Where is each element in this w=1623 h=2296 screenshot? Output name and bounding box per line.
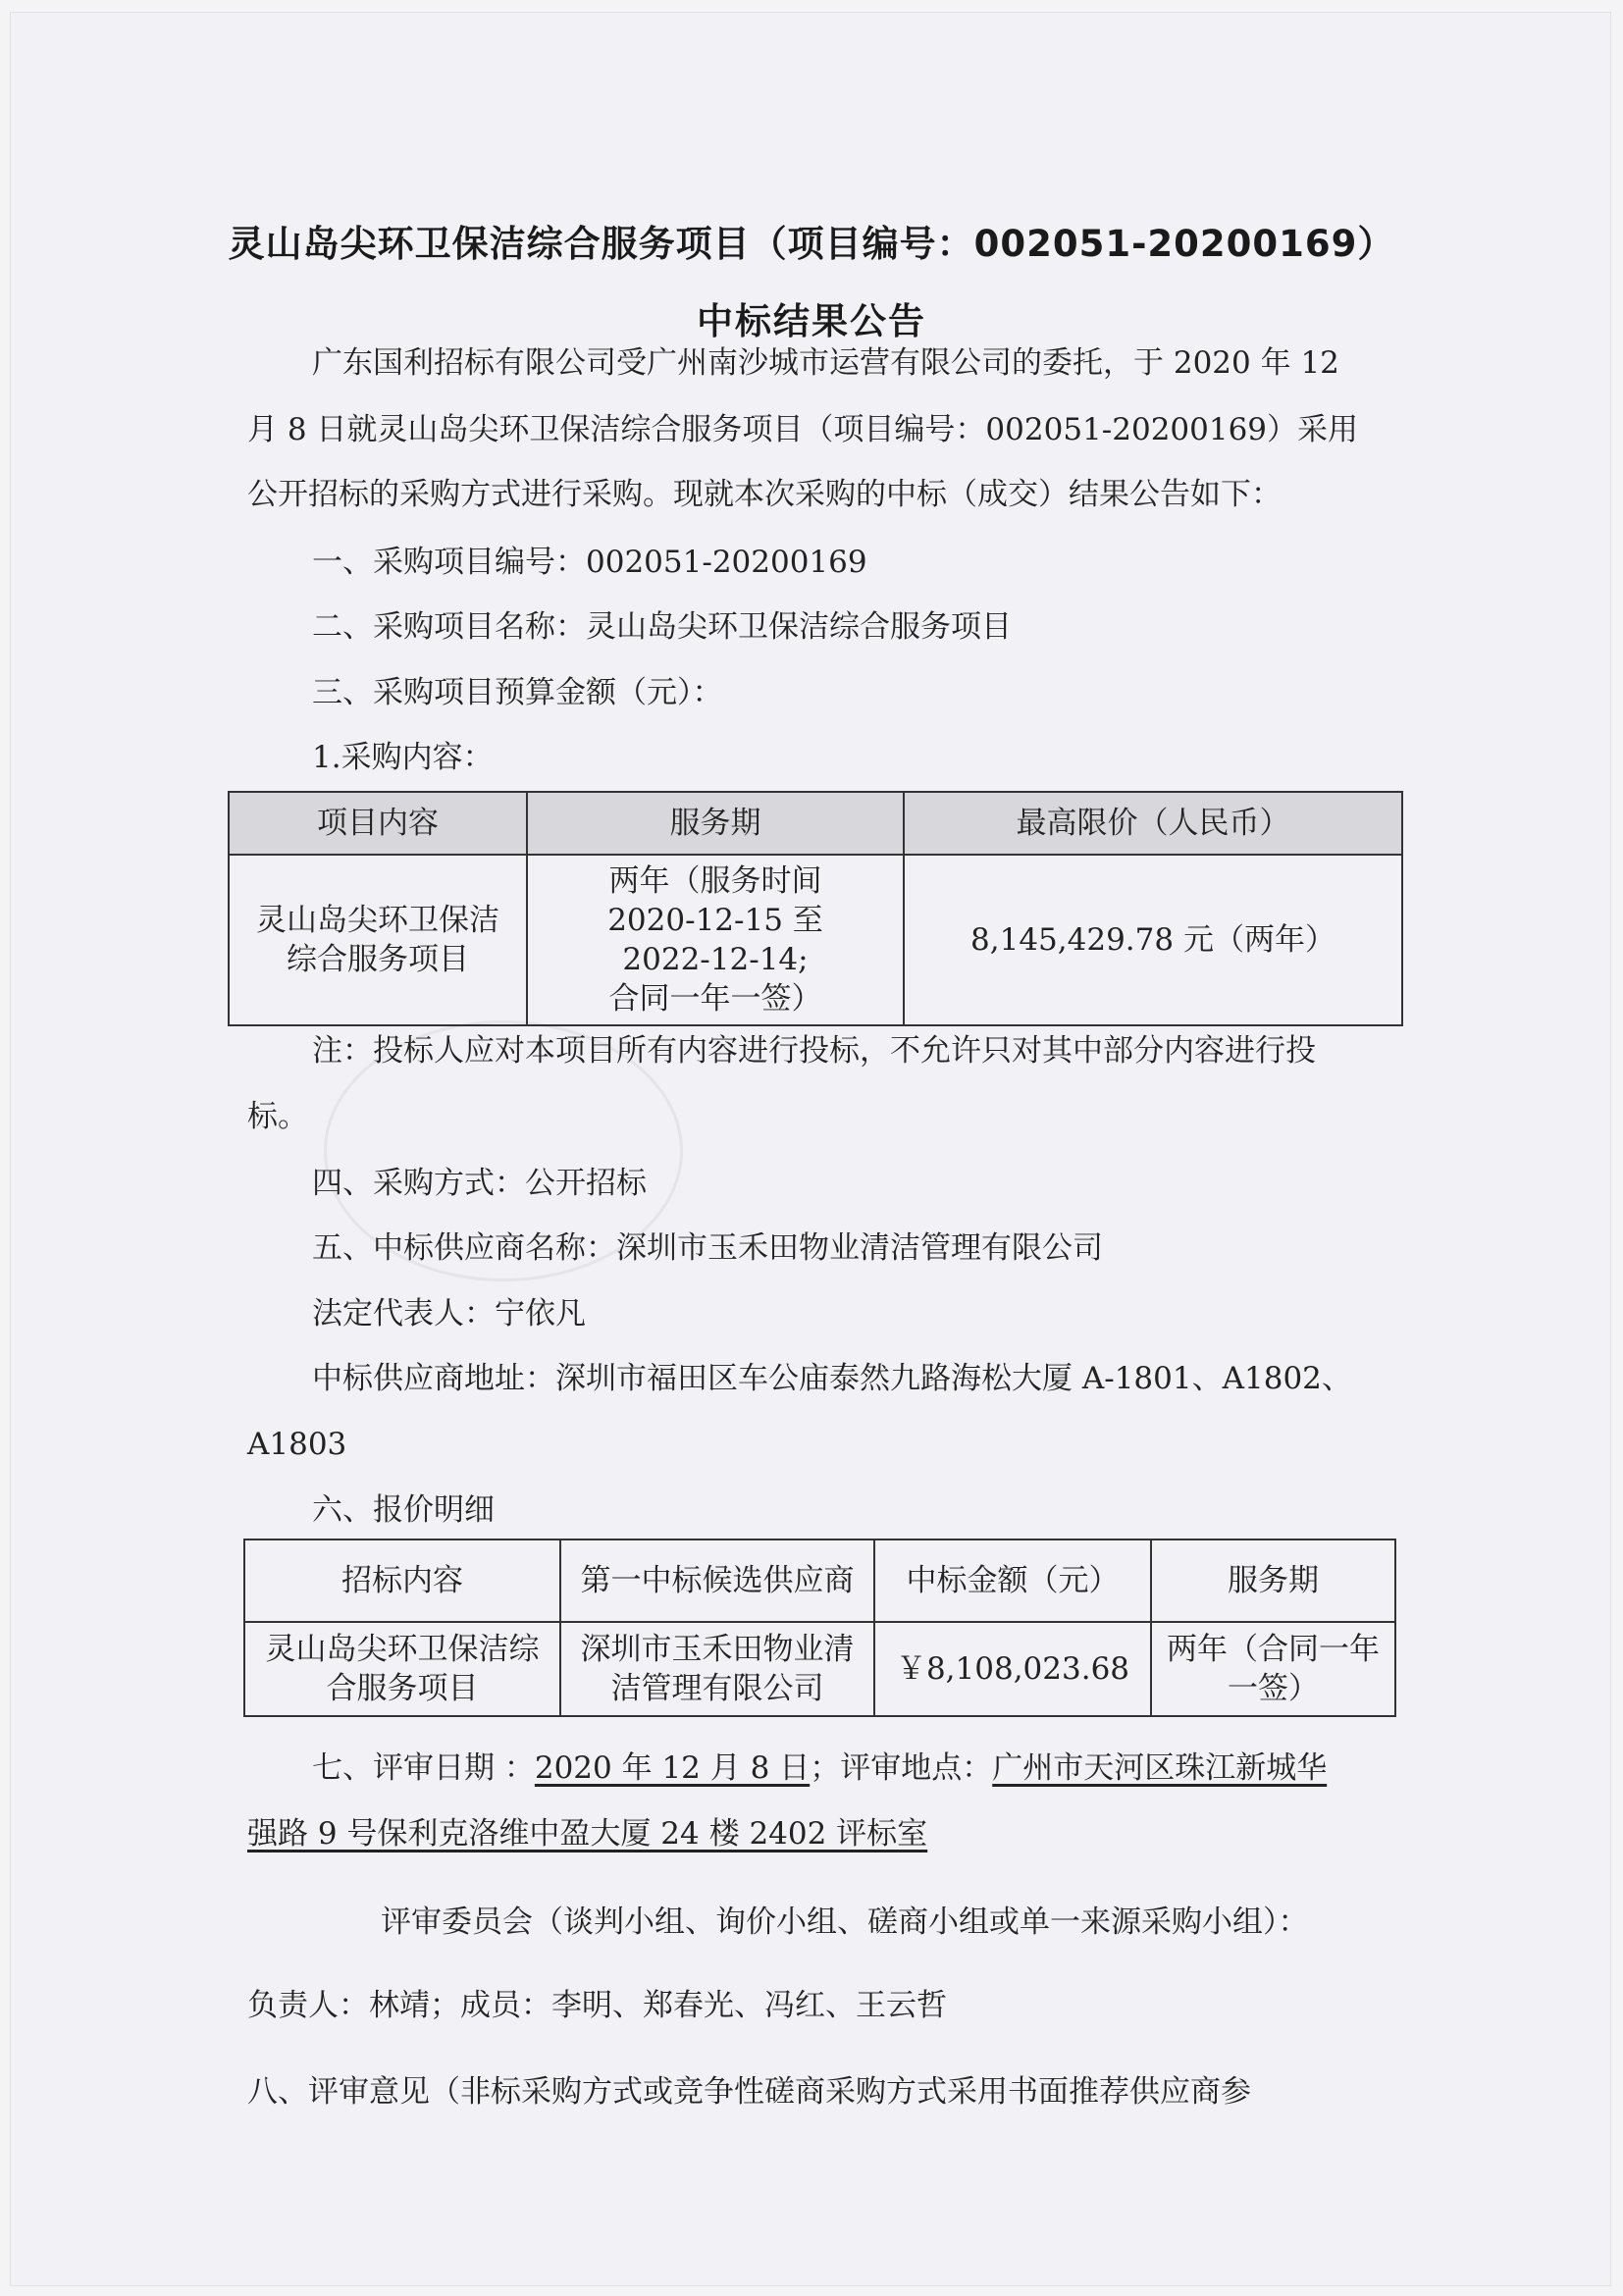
cell-text: 合同一年一签） xyxy=(608,981,822,1017)
cell-text: 两年（服务时间 xyxy=(608,863,822,899)
note-line-2: 标。 xyxy=(247,1099,308,1134)
section-supplier-address-2: A1803 xyxy=(247,1427,347,1462)
review-opinion: 八、评审意见（非标采购方式或竞争性磋商采购方式采用书面推荐供应商参 xyxy=(247,2074,1251,2110)
table-row xyxy=(244,1622,1395,1716)
table-cell-supplier xyxy=(560,1622,874,1716)
review-place-2: 强路 9 号保利克洛维中盈大厦 24 楼 2402 评标室 xyxy=(247,1816,928,1852)
review-place-1: 广州市天河区珠江新城华 xyxy=(992,1750,1328,1786)
table-header-cell: 中标金额（元） xyxy=(874,1539,1151,1622)
cell-text: 灵山岛尖环卫保洁 xyxy=(256,903,499,938)
table-cell-amount: ￥8,108,023.68 xyxy=(874,1622,1151,1716)
review-date-label: 七、评审日期 ： xyxy=(312,1750,535,1786)
table-header-row xyxy=(244,1539,1395,1622)
item-project-name: 二、采购项目名称：灵山岛尖环卫保洁综合服务项目 xyxy=(312,609,1012,645)
cell-text: 灵山岛尖环卫保洁综 xyxy=(265,1632,540,1667)
table-cell-price: 8,145,429.78 元（两年） xyxy=(904,855,1402,1025)
item-procurement-content: 1.采购内容： xyxy=(312,740,494,775)
section-price-detail: 六、报价明细 xyxy=(312,1492,495,1528)
cell-text: 综合服务项目 xyxy=(287,942,469,977)
review-date: 2020 年 12 月 8 日 xyxy=(534,1750,811,1786)
section-supplier-address-1: 中标供应商地址：深圳市福田区车公庙泰然九路海松大厦 A-1801、A1802、 xyxy=(312,1361,1352,1396)
table-cell-content xyxy=(244,1622,560,1716)
item-budget: 三、采购项目预算金额（元）： xyxy=(312,675,723,710)
intro-line-2: 月 8 日就灵山岛尖环卫保洁综合服务项目（项目编号：002051-20200169）采用 xyxy=(247,412,1359,447)
section-procurement-method: 四、采购方式：公开招标 xyxy=(312,1166,647,1201)
document-subtitle: 中标结果公告 xyxy=(697,300,926,342)
intro-line-1: 广东国利招标有限公司受广州南沙城市运营有限公司的委托，于 2020 年 12 xyxy=(312,345,1339,381)
procurement-content-table xyxy=(228,791,1403,1026)
table-header-cell: 服务期 xyxy=(1151,1539,1395,1622)
review-committee: 评审委员会（谈判小组、询价小组、磋商小组或单一来源采购小组）： xyxy=(381,1905,1309,1940)
table-cell-project xyxy=(229,855,527,1025)
cell-text: 深圳市玉禾田物业清 xyxy=(580,1632,855,1667)
table-header-cell: 服务期 xyxy=(527,792,904,855)
table-cell-period xyxy=(527,855,904,1025)
review-line-1 xyxy=(312,1748,1391,1788)
intro-line-3: 公开招标的采购方式进行采购。现就本次采购的中标（成交）结果公告如下： xyxy=(247,477,1282,512)
item-project-number: 一、采购项目编号：002051-20200169 xyxy=(312,545,867,580)
review-place-label: ；评审地点： xyxy=(810,1750,993,1786)
table-header-cell: 第一中标候选供应商 xyxy=(560,1539,874,1622)
price-detail-table xyxy=(243,1539,1396,1717)
review-line-2 xyxy=(247,1814,1395,1853)
table-header-cell: 最高限价（人民币） xyxy=(904,792,1402,855)
cell-text: 2020-12-15 至 xyxy=(607,903,823,938)
section-winning-supplier: 五、中标供应商名称：深圳市玉禾田物业清洁管理有限公司 xyxy=(312,1230,1103,1266)
table-row xyxy=(229,855,1402,1025)
table-header-cell: 招标内容 xyxy=(244,1539,560,1622)
cell-text: 一签） xyxy=(1228,1671,1319,1706)
cell-text: 洁管理有限公司 xyxy=(610,1671,824,1706)
document-title: 灵山岛尖环卫保洁综合服务项目（项目编号：002051-20200169） xyxy=(228,223,1395,265)
table-cell-period xyxy=(1151,1622,1395,1716)
table-header-cell: 项目内容 xyxy=(229,792,527,855)
table-header-row xyxy=(229,792,1402,855)
cell-text: 两年（合同一年 xyxy=(1167,1632,1380,1667)
section-legal-rep: 法定代表人：宁依凡 xyxy=(312,1296,586,1331)
note-line-1: 注：投标人应对本项目所有内容进行投标，不允许只对其中部分内容进行投 xyxy=(312,1033,1316,1069)
cell-text: 合服务项目 xyxy=(326,1671,479,1706)
review-members: 负责人：林靖；成员：李明、郑春光、冯红、王云哲 xyxy=(247,1988,947,2023)
cell-text: 2022-12-14; xyxy=(622,942,809,977)
